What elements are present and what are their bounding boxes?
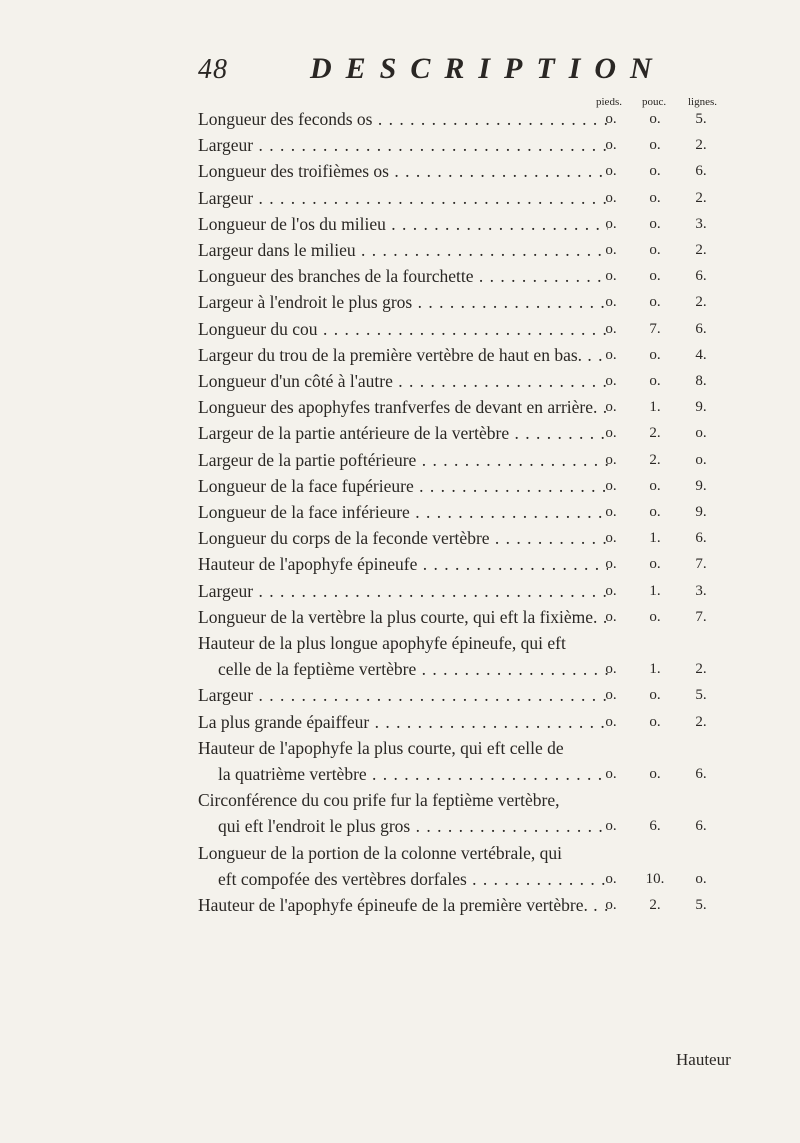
value-pouces: o. xyxy=(649,111,661,127)
value-pieds: o. xyxy=(605,399,617,416)
row-label: Largeur dans le milieu . . . xyxy=(198,237,608,263)
row-label: Largeur . . . xyxy=(198,132,608,158)
value-pouces: o. xyxy=(649,163,661,180)
table-row xyxy=(198,630,738,656)
value-pouces: o. xyxy=(649,608,661,625)
value-pieds: o. xyxy=(605,556,617,573)
value-lignes: 9. xyxy=(695,504,707,521)
value-pouces: o. xyxy=(649,504,661,521)
row-label: Largeur du trou de la première vertèbre de haut en bas. . . . xyxy=(198,342,608,368)
value-pieds: o. xyxy=(605,818,617,835)
value-lignes: 5. xyxy=(695,897,707,914)
value-lignes: 5. xyxy=(695,687,707,704)
value-lignes: 9. xyxy=(695,399,707,416)
value-pouces: 1. xyxy=(649,530,661,547)
row-label: Longueur de la portion de la colonne vertébrale, qui xyxy=(198,842,562,863)
value-lignes: 8. xyxy=(695,373,707,390)
value-lignes: 3. xyxy=(695,582,707,599)
value-pouces: 1. xyxy=(649,582,661,599)
table-row xyxy=(198,761,738,787)
table-row xyxy=(198,682,738,708)
value-lignes: 7. xyxy=(695,608,707,625)
table-row xyxy=(198,394,738,420)
table-row xyxy=(198,158,738,184)
row-label: Largeur . . . xyxy=(198,578,608,604)
running-title: DESCRIPTION xyxy=(310,52,666,85)
value-pouces: o. xyxy=(649,268,661,285)
column-header-pouces: pouc. xyxy=(642,96,667,108)
table-row xyxy=(198,604,738,630)
value-lignes: 2. xyxy=(695,294,707,311)
page-number: 48 xyxy=(198,54,228,85)
value-pouces: 6. xyxy=(649,818,661,835)
value-lignes: 3. xyxy=(695,215,707,232)
table-row xyxy=(198,342,738,368)
column-header-lignes: lignes. xyxy=(688,96,718,108)
value-lignes: 6. xyxy=(695,268,707,285)
row-label: Hauteur de l'apophyfe épineufe . . . xyxy=(198,551,608,577)
value-lignes: 2. xyxy=(695,189,707,206)
value-lignes: 4. xyxy=(695,346,707,363)
value-pieds: o. xyxy=(605,661,617,678)
value-lignes: 2. xyxy=(695,242,707,259)
value-pieds: o. xyxy=(605,189,617,206)
row-label: Largeur de la partie antérieure de la vertèbre . . . xyxy=(198,420,608,446)
value-pouces: o. xyxy=(649,556,661,573)
value-pouces: o. xyxy=(649,242,661,259)
table-row xyxy=(198,709,738,735)
value-lignes: 6. xyxy=(695,818,707,835)
value-lignes: 2. xyxy=(695,713,707,730)
table-row xyxy=(198,525,738,551)
value-pieds: o. xyxy=(605,163,617,180)
table-row xyxy=(198,211,738,237)
value-pieds: o. xyxy=(605,242,617,259)
value-pieds: o. xyxy=(605,268,617,285)
value-pouces: o. xyxy=(649,477,661,494)
value-pieds: o. xyxy=(605,687,617,704)
value-lignes: o. xyxy=(695,425,707,442)
row-label: Longueur de l'os du milieu . . . xyxy=(198,211,608,237)
value-pouces: o. xyxy=(649,373,661,390)
value-pieds: o. xyxy=(605,451,617,468)
value-pouces: o. xyxy=(649,687,661,704)
value-pouces: 7. xyxy=(649,320,661,337)
table-row xyxy=(198,289,738,315)
row-label: Longueur du cou . . . xyxy=(198,316,608,342)
row-label-continuation: eft compofée des vertèbres dorfales . . . xyxy=(198,866,608,892)
table-row xyxy=(198,866,738,892)
table-row xyxy=(198,237,738,263)
table-row xyxy=(198,813,738,839)
value-pieds: o. xyxy=(605,582,617,599)
row-label: Longueur du corps de la feconde vertèbre . . . xyxy=(198,525,608,551)
value-pieds: o. xyxy=(605,608,617,625)
value-pouces: 2. xyxy=(649,425,661,442)
row-label: Largeur . . . xyxy=(198,185,608,211)
value-pouces: 10. xyxy=(645,870,665,887)
value-lignes: 6. xyxy=(695,320,707,337)
value-pieds: o. xyxy=(605,137,617,154)
value-pieds: o. xyxy=(605,111,617,127)
row-label: Hauteur de l'apophyfe la plus courte, qui eft celle de xyxy=(198,737,564,758)
table-row xyxy=(198,473,738,499)
row-label: Longueur de la face inférieure . . . xyxy=(198,499,608,525)
value-lignes: 5. xyxy=(695,111,707,127)
value-pouces: o. xyxy=(649,189,661,206)
table-row xyxy=(198,185,738,211)
table-row xyxy=(198,263,738,289)
table-row xyxy=(198,656,738,682)
row-label: Longueur de la face fupérieure . . . xyxy=(198,473,608,499)
row-label: Largeur à l'endroit le plus gros . . . xyxy=(198,289,608,315)
value-lignes: 6. xyxy=(695,163,707,180)
value-pieds: o. xyxy=(605,215,617,232)
catchword: Hauteur xyxy=(676,1050,731,1069)
row-label: Circonférence du cou prife fur la feptième vertèbre, xyxy=(198,790,560,811)
table-row xyxy=(198,132,738,158)
table-row xyxy=(198,447,738,473)
column-header-pieds: pieds. xyxy=(596,96,622,108)
value-pieds: o. xyxy=(605,766,617,783)
table-row xyxy=(198,578,738,604)
value-lignes: 2. xyxy=(695,137,707,154)
value-pieds: o. xyxy=(605,530,617,547)
value-lignes: 6. xyxy=(695,766,707,783)
table-row xyxy=(198,840,738,866)
value-lignes: 9. xyxy=(695,477,707,494)
table-row xyxy=(198,106,738,132)
row-label: Longueur des apophyfes tranfverfes de devant en arrière. . . . xyxy=(198,394,608,420)
row-label: Largeur de la partie poftérieure . . . xyxy=(198,447,608,473)
table-row xyxy=(198,368,738,394)
row-label: Hauteur de la plus longue apophyfe épineufe, qui eft xyxy=(198,633,566,654)
value-pouces: 2. xyxy=(649,897,661,914)
row-label: Longueur des branches de la fourchette . . . xyxy=(198,263,608,289)
table-row xyxy=(198,499,738,525)
value-pouces: o. xyxy=(649,215,661,232)
value-pouces: 2. xyxy=(649,451,661,468)
value-pouces: o. xyxy=(649,137,661,154)
value-lignes: 7. xyxy=(695,556,707,573)
value-pieds: o. xyxy=(605,346,617,363)
table-row xyxy=(198,316,738,342)
value-pieds: o. xyxy=(605,897,617,914)
table-row xyxy=(198,551,738,577)
table-row xyxy=(198,420,738,446)
value-pieds: o. xyxy=(605,294,617,311)
value-lignes: o. xyxy=(695,870,707,887)
row-label: Longueur des troifièmes os . . . xyxy=(198,158,608,184)
table-row xyxy=(198,787,738,813)
value-pieds: o. xyxy=(605,713,617,730)
table-row xyxy=(198,892,738,918)
row-label: Longueur de la vertèbre la plus courte, qui eft la fixième. . . . xyxy=(198,604,608,630)
value-pieds: o. xyxy=(605,870,617,887)
value-lignes: 2. xyxy=(695,661,707,678)
row-label: Largeur . . . xyxy=(198,682,608,708)
row-label: Hauteur de l'apophyfe épineufe de la première vertèbre. . . . xyxy=(198,892,608,918)
row-label-continuation: qui eft l'endroit le plus gros . . . xyxy=(198,813,608,839)
row-label-continuation: celle de la feptième vertèbre . . . xyxy=(198,656,608,682)
table-row xyxy=(198,735,738,761)
value-pouces: o. xyxy=(649,346,661,363)
row-label: Longueur d'un côté à l'autre . . . xyxy=(198,368,608,394)
value-pieds: o. xyxy=(605,477,617,494)
value-pouces: o. xyxy=(649,294,661,311)
value-pieds: o. xyxy=(605,320,617,337)
measurement-table xyxy=(198,106,738,918)
row-label: Longueur des feconds os . . . xyxy=(198,106,608,132)
value-lignes: o. xyxy=(695,451,707,468)
value-lignes: 6. xyxy=(695,530,707,547)
value-pouces: o. xyxy=(649,766,661,783)
row-label: La plus grande épaiffeur . . . xyxy=(198,709,608,735)
value-pouces: 1. xyxy=(649,661,661,678)
value-pouces: 1. xyxy=(649,399,661,416)
row-label-continuation: la quatrième vertèbre . . . xyxy=(198,761,608,787)
value-pouces: o. xyxy=(649,713,661,730)
value-pieds: o. xyxy=(605,425,617,442)
value-pieds: o. xyxy=(605,504,617,521)
value-pieds: o. xyxy=(605,373,617,390)
